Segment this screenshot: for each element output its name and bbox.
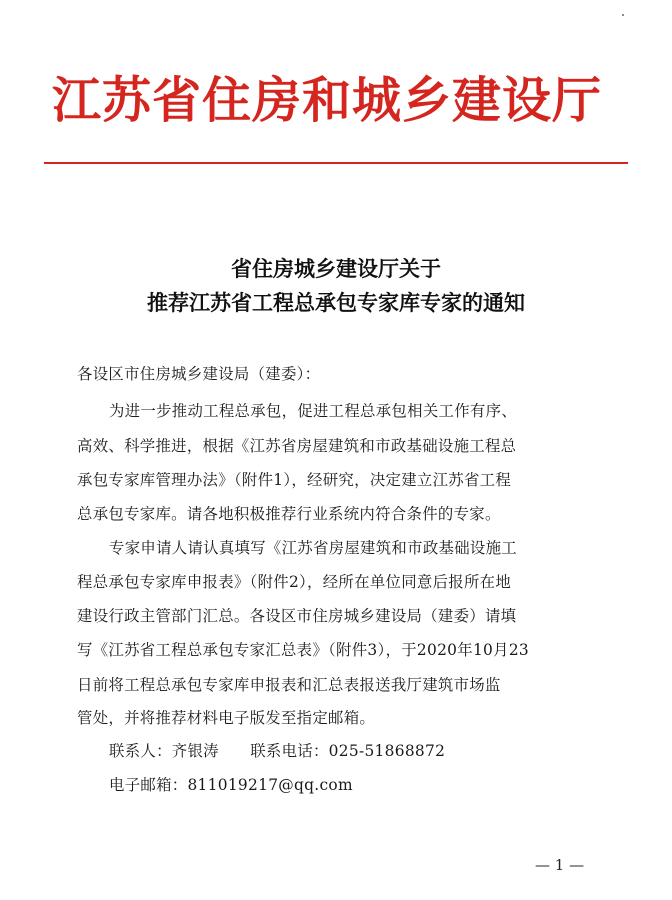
paragraph-1-line: 高效、科学推进，根据《江苏省房屋建筑和市政基础设施工程总 <box>77 437 517 455</box>
letterhead-org-name: 江苏省住房和城乡建设厅 <box>52 72 603 129</box>
letterhead-red-rule <box>44 162 628 164</box>
page-number: — 1 — <box>535 856 585 874</box>
paragraph-2-line: 管处，并将推荐材料电子版发至指定邮箱。 <box>77 709 376 727</box>
paragraph-2-line: 日前将工程总承包专家库申报表和汇总表报送我厅建筑市场监 <box>77 676 501 694</box>
paragraph-1-line: 承包专家库管理办法》（附件1），经研究，决定建立江苏省工程 <box>77 471 512 489</box>
paragraph-2-line: 写《江苏省工程总承包专家汇总表》（附件3），于2020年10月23 <box>77 641 530 659</box>
paragraph-1-line: 为进一步推动工程总承包，促进工程总承包相关工作有序、 <box>109 402 517 420</box>
email-line: 电子邮箱：811019217@qq.com <box>109 776 353 794</box>
document-title-line-2: 推荐江苏省工程总承包专家库专家的通知 <box>147 290 525 315</box>
salutation: 各设区市住房城乡建设局（建委）： <box>77 365 321 383</box>
document-title-line-1: 省住房城乡建设厅关于 <box>231 256 441 281</box>
paragraph-2-line: 程总承包专家库申报表》（附件2），经所在单位同意后报所在地 <box>77 573 512 591</box>
paragraph-2-line: 专家申请人请认真填写《江苏省房屋建筑和市政基础设施工 <box>109 539 517 557</box>
contact-line: 联系人：齐银涛 联系电话：025-51868872 <box>109 742 446 760</box>
scan-speck <box>622 14 624 16</box>
paragraph-2-line: 建设行政主管部门汇总。各设区市住房城乡建设局（建委）请填 <box>77 607 517 625</box>
paragraph-1-line: 总承包专家库。请各地积极推荐行业系统内符合条件的专家。 <box>77 505 501 523</box>
